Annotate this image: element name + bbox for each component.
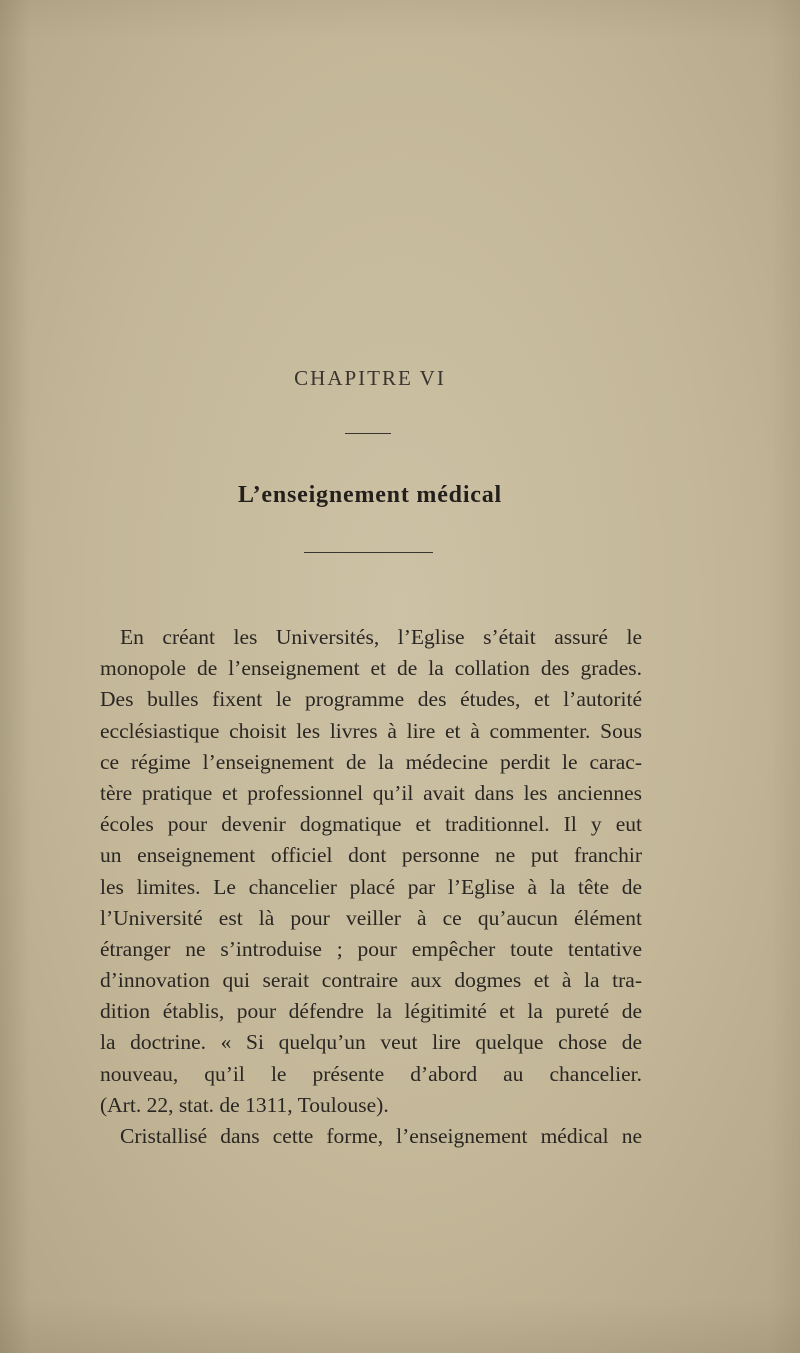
paragraph-1: [100, 622, 642, 1121]
text-line: dition établis, pour défendre la légitimité et la pureté de: [100, 999, 642, 1024]
text-line: ecclésiastique choisit les livres à lire et à commenter. Sous: [100, 718, 642, 743]
text-line: Cristallisé dans cette forme, l’enseignement médical ne: [120, 1124, 642, 1148]
text-line: la doctrine. « Si quelqu’un veut lire quelque chose de: [100, 1030, 642, 1055]
text-line: En créant les Universités, l’Eglise s’était assuré le: [120, 625, 642, 649]
long-divider-rule: [304, 552, 433, 553]
short-divider-rule: [345, 433, 391, 434]
chapter-title: L’enseignement médical: [237, 482, 503, 508]
paragraph-2: [100, 1121, 642, 1152]
text-line: l’Université est là pour veiller à ce qu’aucun élément: [100, 905, 642, 930]
text-line: Des bulles fixent le programme des études, et l’autorité: [100, 687, 642, 712]
text-line: les limites. Le chancelier placé par l’Eglise à la tête de: [100, 874, 642, 899]
text-line: ce régime l’enseignement de la médecine perdit le carac-: [100, 749, 642, 774]
text-line: monopole de l’enseignement et de la collation des grades.: [100, 656, 642, 681]
text-line: (Art. 22, stat. de 1311, Toulouse).: [100, 1092, 389, 1117]
text-line: un enseignement officiel dont personne ne put franchir: [100, 843, 642, 868]
text-line: étranger ne s’introduise ; pour empêcher toute tentative: [100, 936, 642, 961]
text-line: d’innovation qui serait contraire aux dogmes et à la tra-: [100, 968, 642, 993]
text-line: nouveau, qu’il le présente d’abord au chancelier.: [100, 1061, 642, 1086]
text-line: tère pratique et professionnel qu’il avait dans les anciennes: [100, 780, 642, 805]
chapter-heading: CHAPITRE VI: [294, 366, 446, 390]
body-text: [100, 622, 642, 1152]
text-line: écoles pour devenir dogmatique et traditionnel. Il y eut: [100, 812, 642, 837]
